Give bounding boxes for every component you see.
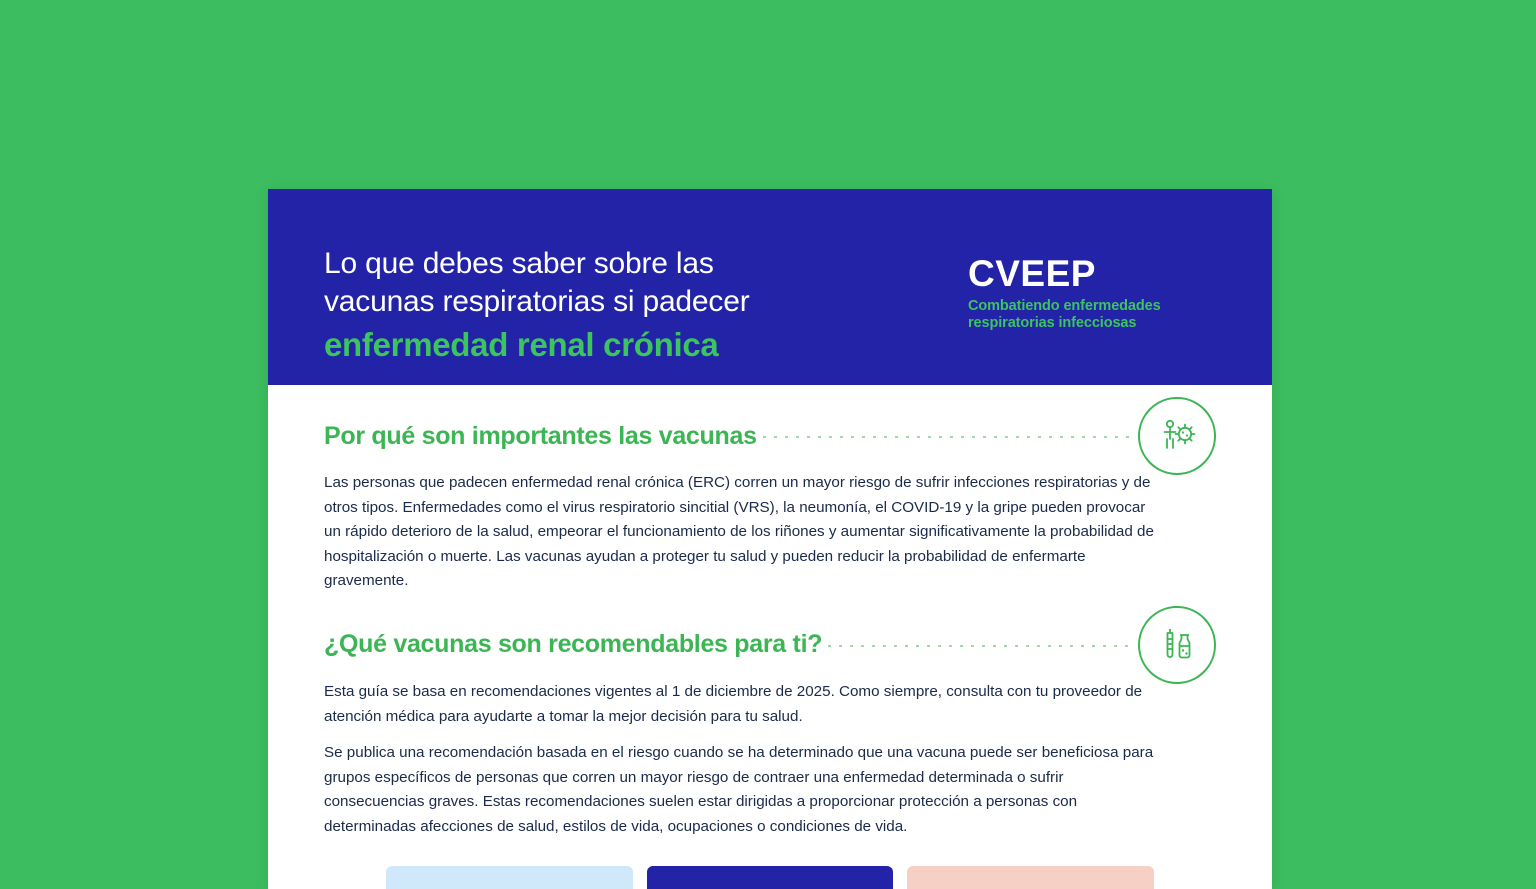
vaccine-cards-row [324, 866, 1216, 889]
document-header [268, 189, 1272, 385]
dotted-leader [759, 434, 1130, 438]
vaccine-card-center[interactable] [647, 866, 894, 889]
syringe-vial-icon [1138, 606, 1216, 684]
page-title [324, 245, 924, 367]
brand-tagline [968, 298, 1218, 332]
dotted-leader [824, 643, 1130, 647]
brand-name: CVEEP [968, 253, 1096, 294]
document-body [268, 415, 1272, 889]
title-accent: enfermedad renal crónica [324, 326, 719, 363]
section-paragraph: Se publica una recomendación basada en el riesgo cuando se ha determinado que una vacuna puede ser beneficiosa para grupos específicos de personas que corren un mayor riesgo de contraer una enfermedad determinada o sufrir consecuencias graves. Estas recomendaciones suelen estar dirigidas a proporcionar protección a personas con determinadas afecciones de salud, estilos de vida, ocupaciones o condiciones de vida. [324, 744, 1154, 835]
document-page [268, 189, 1272, 889]
section-header-importance [324, 415, 1216, 457]
section-title: ¿Qué vacunas son recomendables para ti? [324, 630, 823, 659]
section-paragraph: Esta guía se basa en recomendaciones vigentes al 1 de diciembre de 2025. Como siempre, consulta con tu proveedor de atención médica para ayudarte a tomar la mejor decisión para tu salud. [324, 682, 1143, 725]
brand-logo [968, 254, 1218, 332]
person-virus-icon [1138, 397, 1216, 475]
brand-tagline-line-2: respiratorias infecciosas [968, 315, 1137, 331]
section-header-recommended [324, 624, 1216, 666]
vaccine-card-right[interactable] [907, 866, 1154, 889]
vaccine-card-left[interactable] [386, 866, 633, 889]
title-line-2: vacunas respiratorias si padecer [324, 285, 750, 318]
title-line-1: Lo que debes saber sobre las [324, 247, 714, 280]
brand-tagline-line-1: Combatiendo enfermedades [968, 298, 1161, 314]
section-paragraph: Las personas que padecen enfermedad renal crónica (ERC) corren un mayor riesgo de sufrir infecciones respiratorias y de otros tipos. Enfermedades como el virus respiratorio sincitial (VRS), la neumonía, el COVID-19 y la gripe pueden provocar un rápido deterioro de la salud, empeorar el funcionamiento de los riñones y aumentar significativamente la probabilidad de hospitalización o muerte. Las vacunas ayudan a proteger tu salud y pueden reducir la probabilidad de enfermarte gravemente. [324, 474, 1154, 590]
section-title: Por qué son importantes las vacunas [324, 421, 757, 450]
